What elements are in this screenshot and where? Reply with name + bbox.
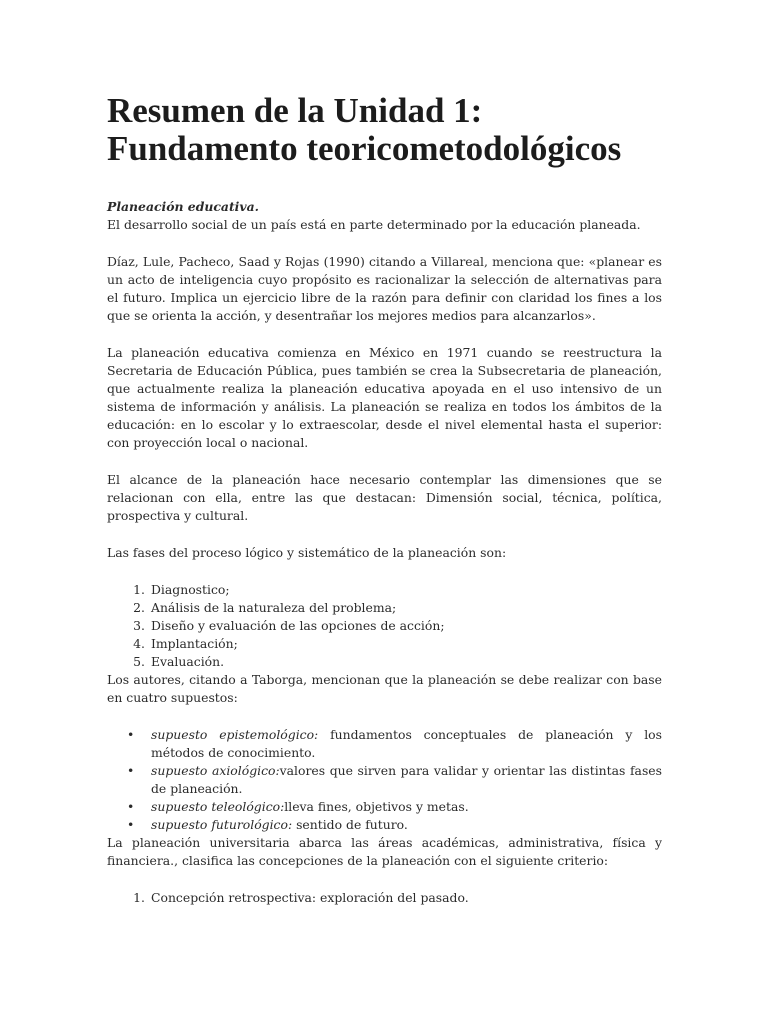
assumption-text: sentido de futuro. bbox=[292, 817, 408, 832]
list-item bbox=[107, 762, 662, 798]
assumption-text: fundamentos conceptuales de planeación y los métodos de conocimiento. bbox=[151, 727, 662, 760]
list-item bbox=[107, 816, 662, 834]
list-item bbox=[107, 798, 662, 816]
list-item-text: Diagnostico; bbox=[151, 582, 230, 597]
assumption-term: supuesto futurológico: bbox=[151, 817, 293, 832]
bullet-icon: • bbox=[127, 817, 135, 832]
title-line-2: Fundamento teoricometodológicos bbox=[107, 129, 622, 168]
paragraph-villareal-quote: Díaz, Lule, Pacheco, Saad y Rojas (1990) citando a Villareal, menciona que: «planear es un acto de inteligencia cuyo propósito es racionalizar la selección de alternativas para el futuro. Implica un ejercicio libre de la razón para definir con claridad los fines a los que se orienta la acción, y desentrañar los mejores medios para alcanzarlos». bbox=[107, 254, 662, 323]
assumption-term: supuesto epistemológico: bbox=[151, 727, 319, 742]
paragraph-phases-intro: Las fases del proceso lógico y sistemático de la planeación son: bbox=[107, 545, 507, 560]
list-item bbox=[107, 581, 662, 599]
conceptions-list bbox=[107, 889, 662, 907]
phases-list bbox=[107, 581, 662, 671]
paragraph-taborga: Los autores, citando a Taborga, mencionan que la planeación se debe realizar con base en cuatro supuestos: bbox=[107, 672, 662, 705]
list-item-text: Concepción retrospectiva: exploración del pasado. bbox=[151, 890, 469, 905]
list-item-text: Implantación; bbox=[151, 636, 238, 651]
bullet-icon: • bbox=[127, 763, 135, 778]
section-heading: Planeación educativa. bbox=[107, 199, 259, 214]
assumption-term: supuesto teleológico: bbox=[151, 799, 285, 814]
list-number: 5. bbox=[133, 654, 145, 669]
bullet-icon: • bbox=[127, 727, 135, 742]
paragraph-planning-scope: El alcance de la planeación hace necesario contemplar las dimensiones que se relacionan con ella, entre las que destacan: Dimensión social, técnica, política, prospectiva y cultural. bbox=[107, 472, 662, 523]
list-item bbox=[107, 635, 662, 653]
list-number: 1. bbox=[133, 890, 145, 905]
list-item bbox=[107, 617, 662, 635]
assumption-term: supuesto axiológico: bbox=[151, 763, 280, 778]
assumption-text: valores que sirven para validar y orientar las distintas fases de planeación. bbox=[151, 763, 662, 796]
list-item bbox=[107, 599, 662, 617]
title-line-1: Resumen de la Unidad 1: bbox=[107, 91, 483, 130]
list-number: 3. bbox=[133, 618, 145, 633]
list-number: 4. bbox=[133, 636, 145, 651]
assumptions-list bbox=[107, 726, 662, 834]
assumption-text: lleva fines, objetivos y metas. bbox=[284, 799, 469, 814]
document-body bbox=[107, 198, 662, 907]
list-item bbox=[107, 726, 662, 762]
section-intro: El desarrollo social de un país está en parte determinado por la educación planeada. bbox=[107, 217, 641, 232]
list-item bbox=[107, 653, 662, 671]
document-title bbox=[107, 92, 621, 168]
paragraph-planning-history: La planeación educativa comienza en México en 1971 cuando se reestructura la Secretaria de Educación Pública, pues también se crea la Subsecretaria de planeación, que actualmente realiza la planeación educativa apoyada en el uso intensivo de un sistema de información y análisis. La planeación se realiza en todos los ámbitos de la educación: en lo escolar y lo extraescolar, desde el nivel elemental hasta el superior: con proyección local o nacional. bbox=[107, 345, 662, 450]
paragraph-university-planning: La planeación universitaria abarca las áreas académicas, administrativa, física y financiera., clasifica las concepciones de la planeación con el siguiente criterio: bbox=[107, 835, 662, 868]
list-item-text: Diseño y evaluación de las opciones de acción; bbox=[151, 618, 445, 633]
list-number: 1. bbox=[133, 582, 145, 597]
list-item-text: Análisis de la naturaleza del problema; bbox=[151, 600, 397, 615]
list-item bbox=[107, 889, 662, 907]
list-number: 2. bbox=[133, 600, 145, 615]
bullet-icon: • bbox=[127, 799, 135, 814]
list-item-text: Evaluación. bbox=[151, 654, 225, 669]
